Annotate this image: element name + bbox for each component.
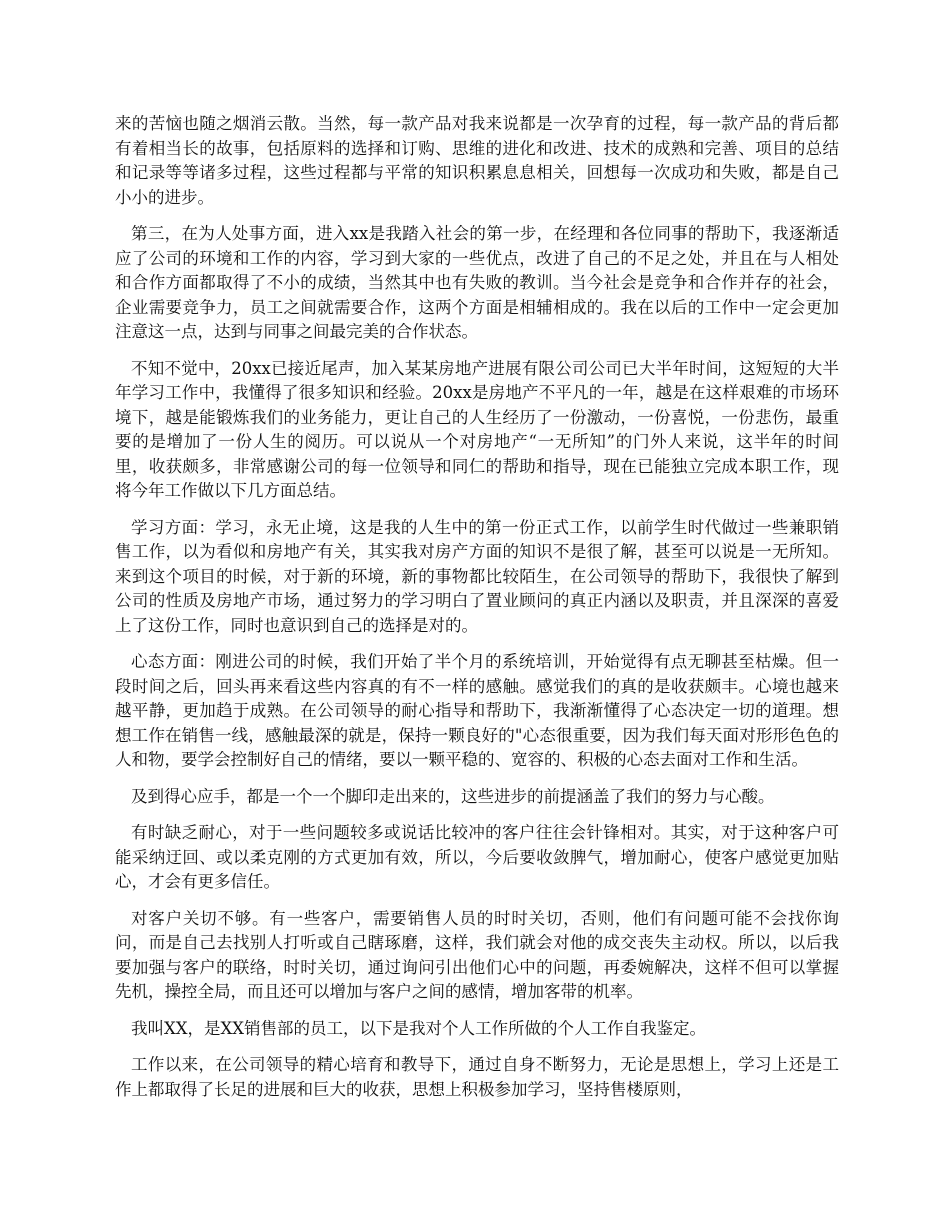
paragraph-6: 及到得心应手，都是一个一个脚印走出来的，这些进步的前提涵盖了我们的努力与心酸。 xyxy=(131,786,775,806)
paragraph-1: 来的苦恼也随之烟消云散。当然，每一款产品对我来说都是一次孕育的过程，每一款产品的背后都有着相当长的故事，包括原料的选择和订购、思维的进化和改进、技术的成熟和完善、项目的总结和记录等等诸多过程，这些过程都与平常的知识积累息息相关，回想每一次成功和失败，都是自己小小的进步。 xyxy=(115,114,839,207)
paragraph-2: 第三，在为人处事方面，进入xx是我踏入社会的第一步，在经理和各位同事的帮助下，我逐渐适应了公司的环境和工作的内容，学习到大家的一些优点，改进了自己的不足之处，并且在与人相处和合作方面都取得了不小的成绩，当然其中也有失败的教训。当今社会是竞争和合作并存的社会，企业需要竞争力，员工之间就需要合作，这两个方面是相辅相成的。我在以后的工作中一定会更加注意这一点，达到与同事之间最完美的合作状态。 xyxy=(115,224,839,341)
paragraph-5: 心态方面：刚进公司的时候，我们开始了半个月的系统培训，开始觉得有点无聊甚至枯燥。但一段时间之后，回头再来看这些内容真的有不一样的感触。感觉我们的真的是收获颇丰。心境也越来越平静，更加趋于成熟。在公司领导的耐心指导和帮助下，我渐渐懂得了心态决定一切的道理。想想工作在销售一线，感触最深的就是，保持一颗良好的"心态很重要，因为我们每天面对形形色色的人和物，要学会控制好自己的情绪，要以一颗平稳的、宽容的、积极的心态去面对工作和生活。 xyxy=(115,652,839,769)
paragraph-9: 我叫XX，是XX销售部的员工，以下是我对个人工作所做的个人工作自我鉴定。 xyxy=(131,1018,706,1038)
paragraph-10: 工作以来，在公司领导的精心培育和教导下，通过自身不断努力，无论是思想上，学习上还是工作上都取得了长足的进展和巨大的收获，思想上积极参加学习，坚持售楼原则， xyxy=(115,1055,839,1099)
paragraph-7: 有时缺乏耐心，对于一些问题较多或说话比较冲的客户往往会针锋相对。其实，对于这种客户可能采纳迂回、或以柔克刚的方式更加有效，所以，今后要收敛脾气，增加耐心，使客户感觉更加贴心，才会有更多信任。 xyxy=(115,823,839,891)
paragraph-4: 学习方面：学习，永无止境，这是我的人生中的第一份正式工作，以前学生时代做过一些兼职销售工作，以为看似和房地产有关，其实我对房产方面的知识不是很了解，甚至可以说是一无所知。来到这个项目的时候，对于新的环境，新的事物都比较陌生，在公司领导的帮助下，我很快了解到公司的性质及房地产市场，通过努力的学习明白了置业顾问的真正内涵以及职责，并且深深的喜爱上了这份工作，同时也意识到自己的选择是对的。 xyxy=(115,517,839,635)
document-page xyxy=(115,112,839,1114)
paragraph-3: 不知不觉中，20xx已接近尾声，加入某某房地产进展有限公司公司已大半年时间，这短短的大半年学习工作中，我懂得了很多知识和经验。20xx是房地产不平凡的一年，越是在这样艰难的市场环境下，越是能锻炼我们的业务能力，更让自己的人生经历了一份激动，一份喜悦，一份悲伤，最重要的是增加了一份人生的阅历。可以说从一个对房地产“一无所知”的门外人来说，这半年的时间里，收获颇多，非常感谢公司的每一位领导和同仁的帮助和指导，现在已能独立完成本职工作，现将今年工作做以下几方面总结。 xyxy=(115,358,839,500)
paragraph-8: 对客户关切不够。有一些客户，需要销售人员的时时关切，否则，他们有问题可能不会找你询问，而是自己去找别人打听或自己瞎琢磨，这样，我们就会对他的成交丧失主动权。所以，以后我要加强与客户的联络，时时关切，通过询问引出他们心中的问题，再委婉解决，这样不但可以掌握先机，操控全局，而且还可以增加与客户之间的感情，增加客带的机率。 xyxy=(115,908,839,1001)
